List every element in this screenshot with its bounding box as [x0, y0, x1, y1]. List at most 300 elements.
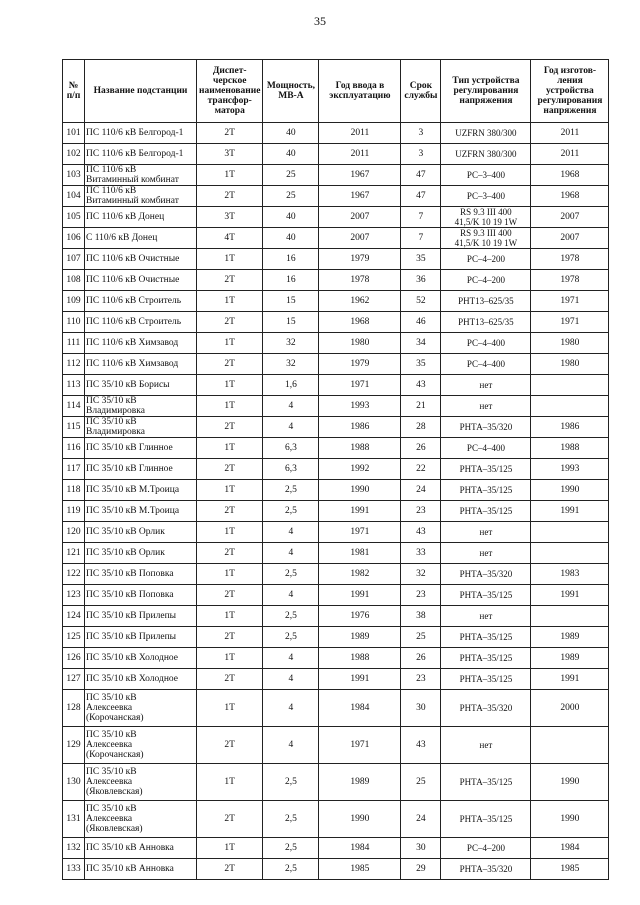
- cell-device: [441, 690, 531, 727]
- cell-name: [85, 186, 197, 207]
- cell-device: [441, 564, 531, 585]
- cell-name-line: (Яковлевская): [86, 824, 143, 834]
- cell-year-made: 1968: [531, 165, 609, 186]
- cell-num: 113: [63, 375, 85, 396]
- cell-num: 105: [63, 207, 85, 228]
- cell-year-made: 1985: [531, 859, 609, 880]
- cell-service: 33: [401, 543, 441, 564]
- cell-service: 23: [401, 669, 441, 690]
- cell-name: [85, 375, 197, 396]
- cell-year-in: 1990: [319, 480, 401, 501]
- cell-name-line: ПС 35/10 кВ Поповка: [86, 590, 174, 600]
- header-year-in: Год ввода в эксплуатацию: [319, 60, 401, 123]
- cell-service: 43: [401, 727, 441, 764]
- cell-num: 132: [63, 838, 85, 859]
- cell-name-line: (Корочанская): [86, 713, 144, 723]
- cell-year-in: 1978: [319, 270, 401, 291]
- cell-num: 103: [63, 165, 85, 186]
- cell-name-line: ПС 35/10 кВ: [86, 693, 137, 703]
- cell-num: 116: [63, 438, 85, 459]
- cell-year-in: 1967: [319, 165, 401, 186]
- table-row: [63, 727, 609, 764]
- cell-power: 4: [263, 543, 319, 564]
- cell-dispatch: 1Т: [197, 564, 263, 585]
- cell-power: 2,5: [263, 606, 319, 627]
- cell-device: [441, 165, 531, 186]
- table-row: [63, 480, 609, 501]
- table-row: [63, 375, 609, 396]
- cell-dispatch: 4Т: [197, 228, 263, 249]
- cell-device-line: РНТА–35/125: [459, 674, 513, 684]
- cell-service: 23: [401, 501, 441, 522]
- cell-name-line: ПС 35/10 кВ: [86, 417, 137, 427]
- cell-device: [441, 627, 531, 648]
- cell-name: [85, 396, 197, 417]
- cell-device-line: РНТ13–625/35: [458, 296, 514, 306]
- cell-name-line: (Корочанская): [86, 750, 144, 760]
- cell-service: 7: [401, 228, 441, 249]
- cell-year-made: 1971: [531, 291, 609, 312]
- cell-power: 2,5: [263, 801, 319, 838]
- cell-service: 23: [401, 585, 441, 606]
- cell-year-made: 1991: [531, 585, 609, 606]
- cell-num: 106: [63, 228, 85, 249]
- cell-device-line: РС–4–200: [466, 843, 505, 853]
- cell-device-line: РС–3–400: [466, 170, 505, 180]
- cell-num: 127: [63, 669, 85, 690]
- cell-year-in: 1984: [319, 690, 401, 727]
- cell-device-line: РНТА–35/125: [459, 464, 513, 474]
- cell-power: 2,5: [263, 859, 319, 880]
- cell-power: 15: [263, 312, 319, 333]
- cell-name-line: Алексеевка: [86, 777, 133, 787]
- cell-power: 4: [263, 648, 319, 669]
- cell-year-in: 1986: [319, 417, 401, 438]
- cell-power: 4: [263, 727, 319, 764]
- substation-table: [62, 59, 609, 880]
- cell-name-line: ПС 35/10 кВ Орлик: [86, 548, 165, 558]
- cell-year-made: [531, 606, 609, 627]
- cell-num: 101: [63, 123, 85, 144]
- table-row: [63, 417, 609, 438]
- cell-name: [85, 144, 197, 165]
- cell-name-line: ПС 110/6 кВ Очистные: [86, 254, 180, 264]
- header-dispatch: Диспет-черское наименование трансфор-матора: [197, 60, 263, 123]
- cell-device-line: нет: [479, 380, 493, 390]
- cell-year-made: [531, 375, 609, 396]
- table-row: [63, 859, 609, 880]
- cell-year-made: 2000: [531, 690, 609, 727]
- cell-name-line: ПС 110/6 кВ Химзавод: [86, 338, 179, 348]
- cell-num: 123: [63, 585, 85, 606]
- cell-dispatch: 2Т: [197, 859, 263, 880]
- table-row: [63, 801, 609, 838]
- table-row: [63, 438, 609, 459]
- cell-name-line: ПС 110/6 кВ Химзавод: [86, 359, 179, 369]
- table-row: [63, 396, 609, 417]
- cell-power: 2,5: [263, 480, 319, 501]
- cell-name: [85, 648, 197, 669]
- cell-num: 118: [63, 480, 85, 501]
- cell-year-in: 1991: [319, 585, 401, 606]
- cell-name: [85, 270, 197, 291]
- cell-device-line: RS 9.3 III 400: [460, 228, 512, 238]
- header-year-made: Год изготов-ления устройства регулирования напряжения: [531, 60, 609, 123]
- table-row: [63, 123, 609, 144]
- table-row: [63, 764, 609, 801]
- cell-year-made: 1993: [531, 459, 609, 480]
- cell-device: [441, 354, 531, 375]
- cell-service: 32: [401, 564, 441, 585]
- cell-name: [85, 459, 197, 480]
- cell-device-line: РНТА–35/125: [459, 653, 513, 663]
- cell-name-line: ПС 110/6 кВ Очистные: [86, 275, 180, 285]
- cell-service: 30: [401, 690, 441, 727]
- cell-power: 4: [263, 669, 319, 690]
- cell-name-line: Витаминный комбинат: [86, 196, 179, 206]
- cell-power: 32: [263, 333, 319, 354]
- cell-year-in: 1981: [319, 543, 401, 564]
- cell-name-line: ПС 35/10 кВ Холодное: [86, 674, 179, 684]
- cell-name-line: ПС 110/6 кВ Донец: [86, 212, 165, 222]
- cell-name-line: ПС 35/10 кВ Глинное: [86, 443, 173, 453]
- cell-device-line: РНТА–35/125: [459, 632, 513, 642]
- cell-year-made: 1991: [531, 501, 609, 522]
- header-power: Мощность, МВ-А: [263, 60, 319, 123]
- cell-device-line: RS 9.3 III 400: [460, 207, 512, 217]
- cell-name-line: ПС 35/10 кВ: [86, 730, 137, 740]
- cell-name: [85, 764, 197, 801]
- cell-num: 124: [63, 606, 85, 627]
- cell-year-in: 1988: [319, 648, 401, 669]
- cell-service: 52: [401, 291, 441, 312]
- cell-device: [441, 459, 531, 480]
- cell-service: 43: [401, 375, 441, 396]
- cell-device: [441, 123, 531, 144]
- cell-device: [441, 859, 531, 880]
- cell-name-line: ПС 35/10 кВ: [86, 767, 137, 777]
- cell-power: 1,6: [263, 375, 319, 396]
- table-row: [63, 543, 609, 564]
- cell-device: [441, 606, 531, 627]
- cell-power: 32: [263, 354, 319, 375]
- cell-year-in: 2007: [319, 207, 401, 228]
- cell-device: [441, 648, 531, 669]
- cell-service: 25: [401, 764, 441, 801]
- cell-device: [441, 333, 531, 354]
- cell-service: 35: [401, 354, 441, 375]
- cell-power: 2,5: [263, 838, 319, 859]
- table-body: [63, 123, 609, 880]
- cell-year-in: 1989: [319, 764, 401, 801]
- cell-dispatch: 1Т: [197, 375, 263, 396]
- cell-power: 25: [263, 186, 319, 207]
- header-device: Тип устройства регулирования напряжения: [441, 60, 531, 123]
- cell-num: 109: [63, 291, 85, 312]
- cell-year-made: 1988: [531, 438, 609, 459]
- cell-name-line: ПС 110/6 кВ Белгород-1: [86, 149, 184, 159]
- cell-year-in: 1984: [319, 838, 401, 859]
- cell-power: 4: [263, 585, 319, 606]
- cell-name-line: ПС 110/6 кВ: [86, 186, 137, 196]
- cell-power: 4: [263, 690, 319, 727]
- cell-device-line: РНТА–35/320: [459, 422, 513, 432]
- cell-dispatch: 1Т: [197, 606, 263, 627]
- cell-device: [441, 312, 531, 333]
- table-row: [63, 291, 609, 312]
- cell-year-in: 1991: [319, 501, 401, 522]
- cell-power: 6,3: [263, 459, 319, 480]
- cell-name-line: Алексеевка: [86, 703, 133, 713]
- cell-device: [441, 522, 531, 543]
- cell-dispatch: 2Т: [197, 543, 263, 564]
- table-row: [63, 501, 609, 522]
- cell-name: [85, 207, 197, 228]
- cell-year-made: 1968: [531, 186, 609, 207]
- cell-name-line: ПС 35/10 кВ М.Троица: [86, 485, 180, 495]
- cell-service: 3: [401, 123, 441, 144]
- cell-name: [85, 669, 197, 690]
- cell-dispatch: 2Т: [197, 585, 263, 606]
- cell-service: 22: [401, 459, 441, 480]
- cell-num: 115: [63, 417, 85, 438]
- cell-name: [85, 522, 197, 543]
- cell-device-line: нет: [479, 740, 493, 750]
- cell-device: [441, 375, 531, 396]
- cell-year-in: 2011: [319, 144, 401, 165]
- cell-device-line: 41,5/K 10 19 1W: [454, 217, 518, 227]
- cell-name: [85, 627, 197, 648]
- cell-num: 133: [63, 859, 85, 880]
- cell-year-in: 1976: [319, 606, 401, 627]
- cell-device-line: 41,5/K 10 19 1W: [454, 238, 518, 248]
- cell-year-made: [531, 543, 609, 564]
- cell-device-line: РС–4–200: [466, 275, 505, 285]
- cell-year-made: 1990: [531, 764, 609, 801]
- table-row: [63, 312, 609, 333]
- cell-name: [85, 312, 197, 333]
- cell-dispatch: 1Т: [197, 396, 263, 417]
- table-row: [63, 564, 609, 585]
- cell-device: [441, 501, 531, 522]
- cell-power: 2,5: [263, 501, 319, 522]
- header-num: № п/п: [63, 60, 85, 123]
- cell-power: 25: [263, 165, 319, 186]
- cell-device-line: РС–4–400: [466, 443, 505, 453]
- cell-service: 43: [401, 522, 441, 543]
- cell-num: 121: [63, 543, 85, 564]
- cell-year-in: 2011: [319, 123, 401, 144]
- cell-power: 40: [263, 123, 319, 144]
- cell-power: 2,5: [263, 764, 319, 801]
- cell-year-made: [531, 522, 609, 543]
- cell-power: 4: [263, 417, 319, 438]
- cell-service: 24: [401, 480, 441, 501]
- cell-device: [441, 585, 531, 606]
- table-row: [63, 838, 609, 859]
- cell-device: [441, 801, 531, 838]
- cell-year-in: 2007: [319, 228, 401, 249]
- cell-service: 38: [401, 606, 441, 627]
- cell-num: 117: [63, 459, 85, 480]
- cell-name: [85, 123, 197, 144]
- cell-dispatch: 1Т: [197, 291, 263, 312]
- cell-service: 21: [401, 396, 441, 417]
- cell-power: 6,3: [263, 438, 319, 459]
- cell-name: [85, 585, 197, 606]
- cell-year-in: 1979: [319, 354, 401, 375]
- cell-service: 30: [401, 838, 441, 859]
- cell-year-in: 1988: [319, 438, 401, 459]
- cell-name-line: ПС 35/10 кВ: [86, 804, 137, 814]
- cell-num: 130: [63, 764, 85, 801]
- table-row: [63, 606, 609, 627]
- cell-device-line: РНТА–35/320: [459, 569, 513, 579]
- cell-device: [441, 291, 531, 312]
- cell-service: 28: [401, 417, 441, 438]
- cell-service: 36: [401, 270, 441, 291]
- cell-num: 125: [63, 627, 85, 648]
- cell-device-line: РНТА–35/125: [459, 590, 513, 600]
- cell-dispatch: 1Т: [197, 480, 263, 501]
- cell-name: [85, 690, 197, 727]
- cell-device-line: РС–4–400: [466, 338, 505, 348]
- cell-num: 120: [63, 522, 85, 543]
- cell-name: [85, 801, 197, 838]
- cell-year-made: [531, 396, 609, 417]
- table-row: [63, 333, 609, 354]
- cell-device: [441, 228, 531, 249]
- cell-service: 46: [401, 312, 441, 333]
- table-row: [63, 249, 609, 270]
- cell-service: 35: [401, 249, 441, 270]
- cell-name-line: ПС 110/6 кВ: [86, 165, 137, 175]
- cell-device-line: UZFRN 380/300: [455, 128, 517, 138]
- cell-year-made: 1980: [531, 333, 609, 354]
- cell-year-made: 1978: [531, 249, 609, 270]
- cell-device: [441, 764, 531, 801]
- cell-name-line: (Яковлевская): [86, 787, 143, 797]
- cell-device: [441, 396, 531, 417]
- cell-power: 2,5: [263, 627, 319, 648]
- cell-year-made: 1990: [531, 801, 609, 838]
- cell-year-in: 1967: [319, 186, 401, 207]
- header-name: Название подстанции: [85, 60, 197, 123]
- cell-name-line: Алексеевка: [86, 814, 133, 824]
- cell-dispatch: 3Т: [197, 207, 263, 228]
- cell-dispatch: 1Т: [197, 648, 263, 669]
- cell-name-line: Алексеевка: [86, 740, 133, 750]
- cell-service: 3: [401, 144, 441, 165]
- cell-device-line: РНТА–35/320: [459, 864, 513, 874]
- cell-name: [85, 838, 197, 859]
- cell-power: 40: [263, 228, 319, 249]
- cell-num: 129: [63, 727, 85, 764]
- cell-dispatch: 2Т: [197, 186, 263, 207]
- cell-service: 25: [401, 627, 441, 648]
- cell-num: 111: [63, 333, 85, 354]
- cell-service: 34: [401, 333, 441, 354]
- cell-dispatch: 2Т: [197, 669, 263, 690]
- cell-name-line: ПС 110/6 кВ Строитель: [86, 317, 182, 327]
- cell-year-in: 1989: [319, 627, 401, 648]
- cell-year-made: 1984: [531, 838, 609, 859]
- table-row: [63, 522, 609, 543]
- cell-dispatch: 2Т: [197, 312, 263, 333]
- cell-device: [441, 543, 531, 564]
- table-row: [63, 186, 609, 207]
- cell-device: [441, 438, 531, 459]
- cell-year-made: 1989: [531, 648, 609, 669]
- cell-year-made: 2011: [531, 144, 609, 165]
- cell-year-made: 1980: [531, 354, 609, 375]
- table-row: [63, 459, 609, 480]
- cell-num: 128: [63, 690, 85, 727]
- cell-year-in: 1990: [319, 801, 401, 838]
- cell-power: 16: [263, 249, 319, 270]
- cell-device: [441, 270, 531, 291]
- cell-name-line: ПС 110/6 кВ Белгород-1: [86, 128, 184, 138]
- cell-device: [441, 727, 531, 764]
- cell-device: [441, 669, 531, 690]
- table-row: [63, 228, 609, 249]
- cell-num: 107: [63, 249, 85, 270]
- cell-dispatch: 2Т: [197, 123, 263, 144]
- cell-name: [85, 606, 197, 627]
- cell-device-line: РНТ13–625/35: [458, 317, 514, 327]
- cell-name-line: Витаминный комбинат: [86, 175, 179, 185]
- cell-num: 108: [63, 270, 85, 291]
- cell-num: 131: [63, 801, 85, 838]
- cell-device-line: РС–4–200: [466, 254, 505, 264]
- cell-name: [85, 333, 197, 354]
- cell-device: [441, 480, 531, 501]
- cell-year-made: 1978: [531, 270, 609, 291]
- cell-year-in: 1982: [319, 564, 401, 585]
- cell-device: [441, 249, 531, 270]
- cell-name: [85, 165, 197, 186]
- cell-dispatch: 2Т: [197, 627, 263, 648]
- cell-name-line: ПС 35/10 кВ: [86, 396, 137, 406]
- cell-name-line: ПС 35/10 кВ Глинное: [86, 464, 173, 474]
- cell-dispatch: 2Т: [197, 801, 263, 838]
- cell-num: 119: [63, 501, 85, 522]
- header-service: Срок службы: [401, 60, 441, 123]
- cell-device-line: РНТА–35/125: [459, 814, 513, 824]
- cell-name-line: ПС 35/10 кВ Холодное: [86, 653, 179, 663]
- cell-year-in: 1971: [319, 522, 401, 543]
- cell-name: [85, 501, 197, 522]
- cell-name-line: Владимировка: [86, 406, 145, 416]
- cell-year-made: 1990: [531, 480, 609, 501]
- cell-device: [441, 186, 531, 207]
- cell-year-made: 2011: [531, 123, 609, 144]
- cell-year-in: 1980: [319, 333, 401, 354]
- page-number: 35: [314, 14, 326, 28]
- cell-year-in: 1979: [319, 249, 401, 270]
- cell-dispatch: 1Т: [197, 249, 263, 270]
- cell-year-in: 1962: [319, 291, 401, 312]
- cell-dispatch: 1Т: [197, 333, 263, 354]
- cell-name: [85, 543, 197, 564]
- cell-name: [85, 249, 197, 270]
- cell-service: 26: [401, 438, 441, 459]
- table-row: [63, 669, 609, 690]
- cell-year-in: 1968: [319, 312, 401, 333]
- cell-device-line: РНТА–35/125: [459, 485, 513, 495]
- table-row: [63, 354, 609, 375]
- cell-service: 24: [401, 801, 441, 838]
